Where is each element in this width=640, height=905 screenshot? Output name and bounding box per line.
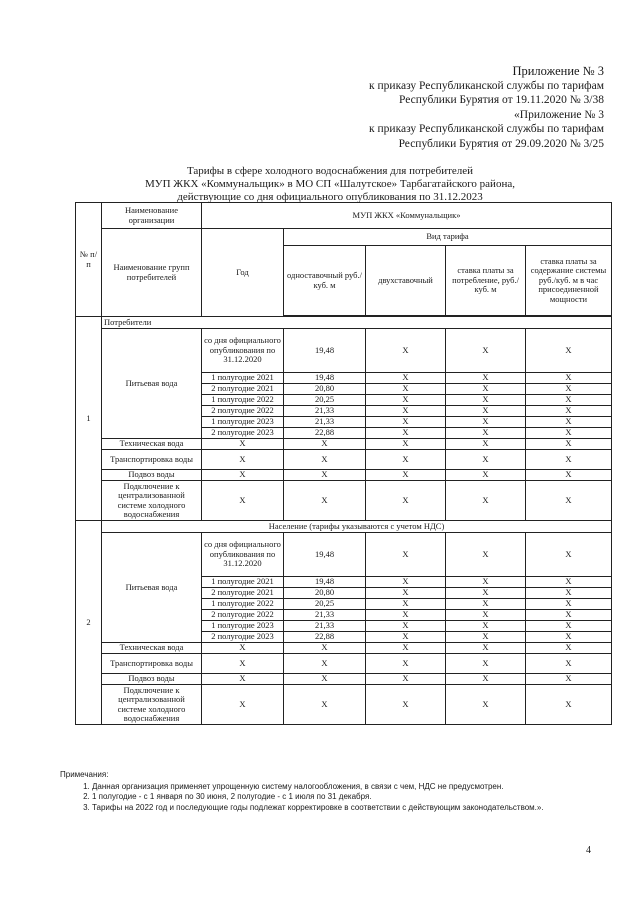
- two-part-header: двухставочный: [366, 246, 446, 316]
- one-part-tariff-value: 19,48: [284, 373, 366, 384]
- appendix-line-6: Республики Бурятия от 29.09.2020 № 3/25: [398, 137, 604, 150]
- table-row: [76, 450, 612, 470]
- table-row: [76, 470, 612, 481]
- not-applicable-mark: X: [284, 481, 366, 521]
- one-part-tariff-value: 19,48: [284, 577, 366, 588]
- appendix-header: [369, 64, 604, 152]
- table-row: [76, 643, 612, 654]
- consumer-group-label: Транспортировка воды: [102, 654, 202, 674]
- one-part-tariff-value: 21,33: [284, 406, 366, 417]
- not-applicable-mark: X: [366, 674, 446, 685]
- not-applicable-mark: X: [526, 588, 612, 599]
- not-applicable-mark: X: [526, 428, 612, 439]
- drinking-water-label: Питьевая вода: [102, 533, 202, 643]
- org-label-header: Наименование организации: [102, 203, 202, 229]
- not-applicable-mark: X: [446, 428, 526, 439]
- consumer-group-label: Подвоз воды: [102, 674, 202, 685]
- not-applicable-mark: X: [526, 599, 612, 610]
- not-applicable-mark: X: [366, 632, 446, 643]
- not-applicable-mark: X: [446, 384, 526, 395]
- consumer-group-label: Подключение к централизованной системе холодного водоснабжения: [102, 481, 202, 521]
- not-applicable-mark: X: [284, 654, 366, 674]
- not-applicable-mark: X: [284, 439, 366, 450]
- table-row: [76, 674, 612, 685]
- consumer-group-label: Подключение к централизованной системе холодного водоснабжения: [102, 685, 202, 725]
- title-line-1: Тарифы в сфере холодного водоснабжения для потребителей: [186, 165, 474, 177]
- section-title: Потребители: [102, 317, 612, 329]
- period-cell: 2 полугодие 2021: [202, 588, 284, 599]
- not-applicable-mark: X: [446, 577, 526, 588]
- not-applicable-mark: X: [202, 439, 284, 450]
- period-cell: со дня официального опубликования по 31.12.2020: [202, 329, 284, 373]
- one-part-tariff-value: 21,33: [284, 610, 366, 621]
- section-number: 2: [76, 521, 102, 725]
- not-applicable-mark: X: [446, 481, 526, 521]
- period-cell: 1 полугодие 2022: [202, 599, 284, 610]
- period-cell: 2 полугодие 2021: [202, 384, 284, 395]
- not-applicable-mark: X: [366, 621, 446, 632]
- page-number: 4: [586, 845, 591, 856]
- not-applicable-mark: X: [526, 470, 612, 481]
- one-part-tariff-value: 20,80: [284, 588, 366, 599]
- note-item-2: 2. 1 полугодие - с 1 января по 30 июня, 2 полугодие - с 1 июля по 31 декабря.: [92, 792, 600, 803]
- not-applicable-mark: X: [284, 674, 366, 685]
- not-applicable-mark: X: [446, 610, 526, 621]
- not-applicable-mark: X: [202, 481, 284, 521]
- appendix-line-4: «Приложение № 3: [514, 108, 604, 121]
- period-cell: 2 полугодие 2023: [202, 632, 284, 643]
- not-applicable-mark: X: [526, 417, 612, 428]
- table-row: [76, 685, 612, 725]
- not-applicable-mark: X: [446, 395, 526, 406]
- not-applicable-mark: X: [526, 406, 612, 417]
- period-cell: 2 полугодие 2023: [202, 428, 284, 439]
- not-applicable-mark: X: [446, 373, 526, 384]
- org-name-header: МУП ЖКХ «Коммунальщик»: [202, 203, 612, 229]
- not-applicable-mark: X: [366, 450, 446, 470]
- section-title-row: [76, 317, 612, 329]
- not-applicable-mark: X: [446, 533, 526, 577]
- consumption-rate-header: ставка платы за потребление, руб./ куб. м: [446, 246, 526, 316]
- not-applicable-mark: X: [202, 685, 284, 725]
- not-applicable-mark: X: [526, 395, 612, 406]
- not-applicable-mark: X: [366, 428, 446, 439]
- consumer-group-label: Техническая вода: [102, 643, 202, 654]
- table-row: [76, 654, 612, 674]
- not-applicable-mark: X: [202, 470, 284, 481]
- year-header: Год: [202, 229, 284, 317]
- table-row: [76, 329, 612, 373]
- not-applicable-mark: X: [446, 439, 526, 450]
- tariff-table-body: [76, 203, 612, 725]
- period-cell: 1 полугодие 2022: [202, 395, 284, 406]
- not-applicable-mark: X: [526, 533, 612, 577]
- not-applicable-mark: X: [366, 384, 446, 395]
- not-applicable-mark: X: [526, 685, 612, 725]
- not-applicable-mark: X: [446, 654, 526, 674]
- section-title: Население (тарифы указываются с учетом НДС): [102, 521, 612, 533]
- consumer-groups-header: Наименование групп потребителей: [102, 229, 202, 317]
- one-part-tariff-value: 20,25: [284, 599, 366, 610]
- not-applicable-mark: X: [446, 599, 526, 610]
- not-applicable-mark: X: [446, 417, 526, 428]
- not-applicable-mark: X: [202, 674, 284, 685]
- not-applicable-mark: X: [202, 450, 284, 470]
- table-row: [76, 533, 612, 577]
- one-part-tariff-value: 21,33: [284, 417, 366, 428]
- period-cell: 1 полугодие 2021: [202, 577, 284, 588]
- not-applicable-mark: X: [526, 632, 612, 643]
- not-applicable-mark: X: [446, 632, 526, 643]
- consumer-group-label: Транспортировка воды: [102, 450, 202, 470]
- not-applicable-mark: X: [366, 588, 446, 599]
- not-applicable-mark: X: [526, 329, 612, 373]
- not-applicable-mark: X: [366, 373, 446, 384]
- not-applicable-mark: X: [446, 643, 526, 654]
- not-applicable-mark: X: [366, 610, 446, 621]
- not-applicable-mark: X: [526, 674, 612, 685]
- not-applicable-mark: X: [366, 439, 446, 450]
- not-applicable-mark: X: [446, 329, 526, 373]
- tariff-table: [75, 202, 612, 725]
- notes-section: [60, 770, 600, 813]
- title-line-2: МУП ЖКХ «Коммунальщик» в МО СП «Шалутское» Тарбагатайского района,: [145, 178, 515, 191]
- not-applicable-mark: X: [526, 439, 612, 450]
- tariff-type-header: Вид тарифа: [284, 229, 612, 246]
- not-applicable-mark: X: [366, 406, 446, 417]
- one-part-tariff-value: 22,88: [284, 428, 366, 439]
- one-part-tariff-value: 19,48: [284, 329, 366, 373]
- not-applicable-mark: X: [284, 470, 366, 481]
- note-item-1: 1. Данная организация применяет упрощенную систему налогообложения, в связи с чем, НДС не предусмотрен.: [92, 782, 600, 793]
- not-applicable-mark: X: [446, 674, 526, 685]
- one-part-tariff-value: 19,48: [284, 533, 366, 577]
- table-row: [76, 481, 612, 521]
- note-item-3: 3. Тарифы на 2022 год и последующие годы подлежат корректировке в соответствии с действующим законодательством.».: [92, 803, 600, 814]
- period-cell: 2 полугодие 2022: [202, 406, 284, 417]
- not-applicable-mark: X: [446, 470, 526, 481]
- drinking-water-label: Питьевая вода: [102, 329, 202, 439]
- notes-list: [60, 782, 600, 814]
- not-applicable-mark: X: [446, 450, 526, 470]
- one-part-header: одноставочный руб./ куб. м: [284, 246, 366, 316]
- period-cell: со дня официального опубликования по 31.12.2020: [202, 533, 284, 577]
- appendix-line-5: к приказу Республиканской службы по тарифам: [369, 123, 604, 136]
- one-part-tariff-value: 20,25: [284, 395, 366, 406]
- not-applicable-mark: X: [366, 643, 446, 654]
- not-applicable-mark: X: [446, 406, 526, 417]
- not-applicable-mark: X: [366, 654, 446, 674]
- period-cell: 1 полугодие 2021: [202, 373, 284, 384]
- period-cell: 1 полугодие 2023: [202, 417, 284, 428]
- document-title: [60, 165, 600, 205]
- not-applicable-mark: X: [366, 470, 446, 481]
- notes-title: Примечания:: [60, 770, 109, 779]
- not-applicable-mark: X: [284, 450, 366, 470]
- not-applicable-mark: X: [366, 599, 446, 610]
- not-applicable-mark: X: [366, 329, 446, 373]
- not-applicable-mark: X: [446, 588, 526, 599]
- one-part-tariff-value: 20,80: [284, 384, 366, 395]
- not-applicable-mark: X: [202, 654, 284, 674]
- consumer-group-label: Техническая вода: [102, 439, 202, 450]
- not-applicable-mark: X: [526, 373, 612, 384]
- one-part-tariff-value: 21,33: [284, 621, 366, 632]
- not-applicable-mark: X: [526, 621, 612, 632]
- not-applicable-mark: X: [526, 577, 612, 588]
- not-applicable-mark: X: [446, 621, 526, 632]
- title-line-3: действующие со дня официального опубликования по 31.12.2023: [177, 191, 483, 204]
- not-applicable-mark: X: [526, 481, 612, 521]
- appendix-line-3: Республики Бурятия от 19.11.2020 № 3/38: [398, 94, 604, 107]
- not-applicable-mark: X: [366, 395, 446, 406]
- not-applicable-mark: X: [526, 643, 612, 654]
- not-applicable-mark: X: [366, 481, 446, 521]
- not-applicable-mark: X: [366, 577, 446, 588]
- consumer-group-label: Подвоз воды: [102, 470, 202, 481]
- not-applicable-mark: X: [526, 384, 612, 395]
- not-applicable-mark: X: [526, 654, 612, 674]
- not-applicable-mark: X: [366, 533, 446, 577]
- period-cell: 2 полугодие 2022: [202, 610, 284, 621]
- not-applicable-mark: X: [526, 610, 612, 621]
- section-title-row: [76, 521, 612, 533]
- section-number: 1: [76, 317, 102, 521]
- not-applicable-mark: X: [366, 417, 446, 428]
- not-applicable-mark: X: [202, 643, 284, 654]
- not-applicable-mark: X: [284, 685, 366, 725]
- not-applicable-mark: X: [366, 685, 446, 725]
- not-applicable-mark: X: [446, 685, 526, 725]
- maintenance-rate-header: ставка платы за содержание системы руб./куб. м в час присоединенной мощности: [526, 246, 612, 316]
- one-part-tariff-value: 22,88: [284, 632, 366, 643]
- period-cell: 1 полугодие 2023: [202, 621, 284, 632]
- col-num-header: № п/п: [76, 203, 102, 317]
- table-row: [76, 439, 612, 450]
- not-applicable-mark: X: [284, 643, 366, 654]
- not-applicable-mark: X: [526, 450, 612, 470]
- appendix-line-1: Приложение № 3: [512, 64, 604, 78]
- appendix-line-2: к приказу Республиканской службы по тарифам: [369, 79, 604, 92]
